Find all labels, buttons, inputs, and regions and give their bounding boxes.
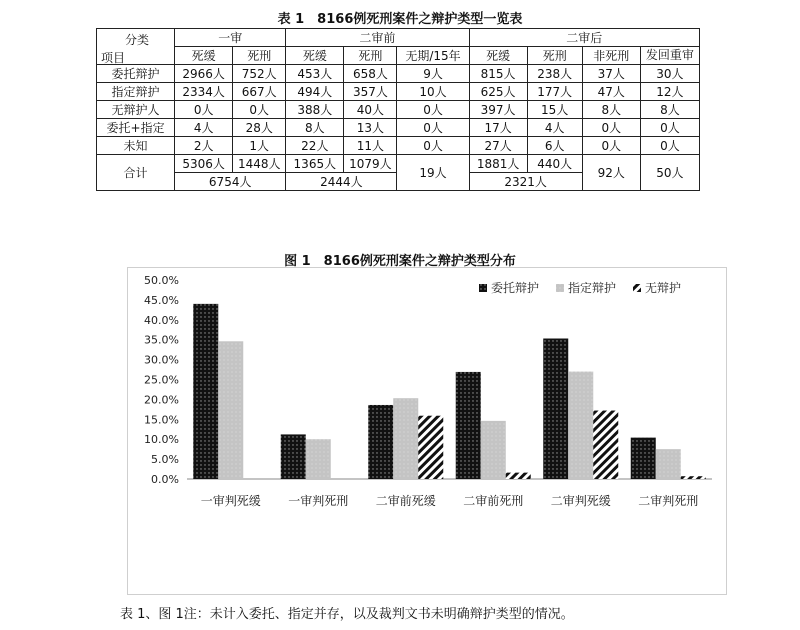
table-cell: 47人 <box>582 83 640 101</box>
table-cell: 30人 <box>640 65 699 83</box>
bar <box>656 449 681 479</box>
table-cell: 0人 <box>582 137 640 155</box>
table-cell: 27人 <box>469 137 527 155</box>
table-cell: 22人 <box>286 137 344 155</box>
table-cell: 625人 <box>469 83 527 101</box>
table-cell: 8人 <box>286 119 344 137</box>
table-cell: 40人 <box>344 101 397 119</box>
table-cell: 37人 <box>582 65 640 83</box>
bar <box>543 339 568 479</box>
table-cell: 494人 <box>286 83 344 101</box>
legend-label: 无辩护 <box>645 281 682 295</box>
bar <box>281 434 306 479</box>
table-cell: 357人 <box>344 83 397 101</box>
table-row <box>97 137 700 155</box>
bar-chart <box>127 267 727 595</box>
column-header: 无期/15年 <box>397 47 469 65</box>
table-cell: 4人 <box>175 119 233 137</box>
table-cell: 17人 <box>469 119 527 137</box>
table-cell: 11人 <box>344 137 397 155</box>
column-header: 发回重审 <box>640 47 699 65</box>
column-header: 死刑 <box>233 47 286 65</box>
x-tick-label: 二审前死缓 <box>375 494 436 508</box>
footnote: 表 1、图 1注：未计入委托、指定并存，以及裁判文书未明确辩护类型的情况。 <box>120 607 574 622</box>
group-total-cell: 6754人 <box>175 173 286 191</box>
table-cell: 6人 <box>527 137 582 155</box>
bar <box>506 473 531 479</box>
corner-top-label: 分类 <box>125 33 150 47</box>
y-tick-label: 45.0% <box>144 293 179 307</box>
total-cell: 1079人 <box>344 155 397 173</box>
table-cell: 10人 <box>397 83 469 101</box>
legend-label: 委托辩护 <box>491 281 540 295</box>
total-cell: 92人 <box>582 155 640 191</box>
legend-label: 指定辩护 <box>568 281 617 295</box>
x-tick-label: 一审判死刑 <box>288 494 349 508</box>
table-cell: 28人 <box>233 119 286 137</box>
bar <box>568 372 593 479</box>
corner-header <box>97 29 175 65</box>
table-cell: 2334人 <box>175 83 233 101</box>
corner-bottom-label: 项目 <box>101 51 126 65</box>
group-header: 二审前 <box>286 29 469 47</box>
table-cell: 0人 <box>640 137 699 155</box>
table-cell: 0人 <box>582 119 640 137</box>
table-cell: 752人 <box>233 65 286 83</box>
y-tick-label: 35.0% <box>144 333 179 347</box>
x-tick-label: 二审判死刑 <box>638 494 699 508</box>
bar <box>393 398 418 479</box>
column-header: 死缓 <box>175 47 233 65</box>
table-cell: 658人 <box>344 65 397 83</box>
table-cell: 397人 <box>469 101 527 119</box>
table-cell: 2966人 <box>175 65 233 83</box>
table-cell: 815人 <box>469 65 527 83</box>
bar <box>481 421 506 479</box>
group-header: 一审 <box>175 29 286 47</box>
column-header: 死缓 <box>469 47 527 65</box>
table-cell: 4人 <box>527 119 582 137</box>
total-cell: 50人 <box>640 155 699 191</box>
bar <box>368 405 393 479</box>
table-cell: 0人 <box>175 101 233 119</box>
y-tick-label: 5.0% <box>151 453 179 467</box>
column-header: 非死刑 <box>582 47 640 65</box>
row-label: 委托辩护 <box>97 65 175 83</box>
table-cell: 8人 <box>582 101 640 119</box>
bar <box>456 372 481 479</box>
table-cell: 12人 <box>640 83 699 101</box>
total-cell: 440人 <box>527 155 582 173</box>
table-body <box>97 65 700 155</box>
legend-swatch <box>633 284 641 292</box>
y-tick-label: 15.0% <box>144 413 179 427</box>
table-cell: 453人 <box>286 65 344 83</box>
table-cell: 0人 <box>233 101 286 119</box>
table-cell: 0人 <box>397 137 469 155</box>
y-tick-label: 20.0% <box>144 393 179 407</box>
table-cell: 0人 <box>640 119 699 137</box>
bar <box>218 341 243 479</box>
bar <box>306 439 331 479</box>
y-tick-label: 50.0% <box>144 274 179 287</box>
y-tick-label: 40.0% <box>144 313 179 327</box>
column-header: 死刑 <box>527 47 582 65</box>
x-tick-label: 二审前死刑 <box>463 494 524 508</box>
legend-swatch <box>556 284 564 292</box>
x-tick-label: 二审判死缓 <box>550 494 611 508</box>
table-cell: 1人 <box>233 137 286 155</box>
total-label: 合计 <box>97 155 175 191</box>
table-cell: 0人 <box>397 119 469 137</box>
bar <box>681 476 706 479</box>
bar <box>593 411 618 479</box>
legend-swatch <box>479 284 487 292</box>
figure-caption: 图 1 8166例死刑案件之辩护类型分布 <box>284 254 516 269</box>
bar <box>631 438 656 479</box>
table-cell: 388人 <box>286 101 344 119</box>
x-tick-label: 一审判死缓 <box>200 494 261 508</box>
table-cell: 13人 <box>344 119 397 137</box>
table-row <box>97 101 700 119</box>
table-cell: 0人 <box>397 101 469 119</box>
y-tick-label: 10.0% <box>144 433 179 447</box>
total-cell: 19人 <box>397 155 469 191</box>
total-cell: 5306人 <box>175 155 233 173</box>
y-tick-label: 25.0% <box>144 373 179 387</box>
group-header: 二审后 <box>469 29 699 47</box>
row-label: 指定辩护 <box>97 83 175 101</box>
column-header: 死刑 <box>344 47 397 65</box>
table-cell: 2人 <box>175 137 233 155</box>
total-cell: 1881人 <box>469 155 527 173</box>
row-label: 未知 <box>97 137 175 155</box>
table-cell: 15人 <box>527 101 582 119</box>
row-label: 委托+指定 <box>97 119 175 137</box>
table-caption: 表 1 8166例死刑案件之辩护类型一览表 <box>277 12 523 27</box>
y-tick-label: 0.0% <box>151 473 179 486</box>
y-tick-label: 30.0% <box>144 353 179 367</box>
table-cell: 667人 <box>233 83 286 101</box>
group-total-cell: 2321人 <box>469 173 582 191</box>
table-cell: 8人 <box>640 101 699 119</box>
total-cell: 1365人 <box>286 155 344 173</box>
row-label: 无辩护人 <box>97 101 175 119</box>
table-cell: 177人 <box>527 83 582 101</box>
table-cell: 238人 <box>527 65 582 83</box>
group-total-cell: 2444人 <box>286 173 397 191</box>
total-cell: 1448人 <box>233 155 286 173</box>
table-row <box>97 119 700 137</box>
table-row <box>97 83 700 101</box>
bar <box>193 304 218 479</box>
bar <box>418 416 443 479</box>
column-header: 死缓 <box>286 47 344 65</box>
table-cell: 9人 <box>397 65 469 83</box>
data-table <box>96 28 700 191</box>
table-row <box>97 65 700 83</box>
